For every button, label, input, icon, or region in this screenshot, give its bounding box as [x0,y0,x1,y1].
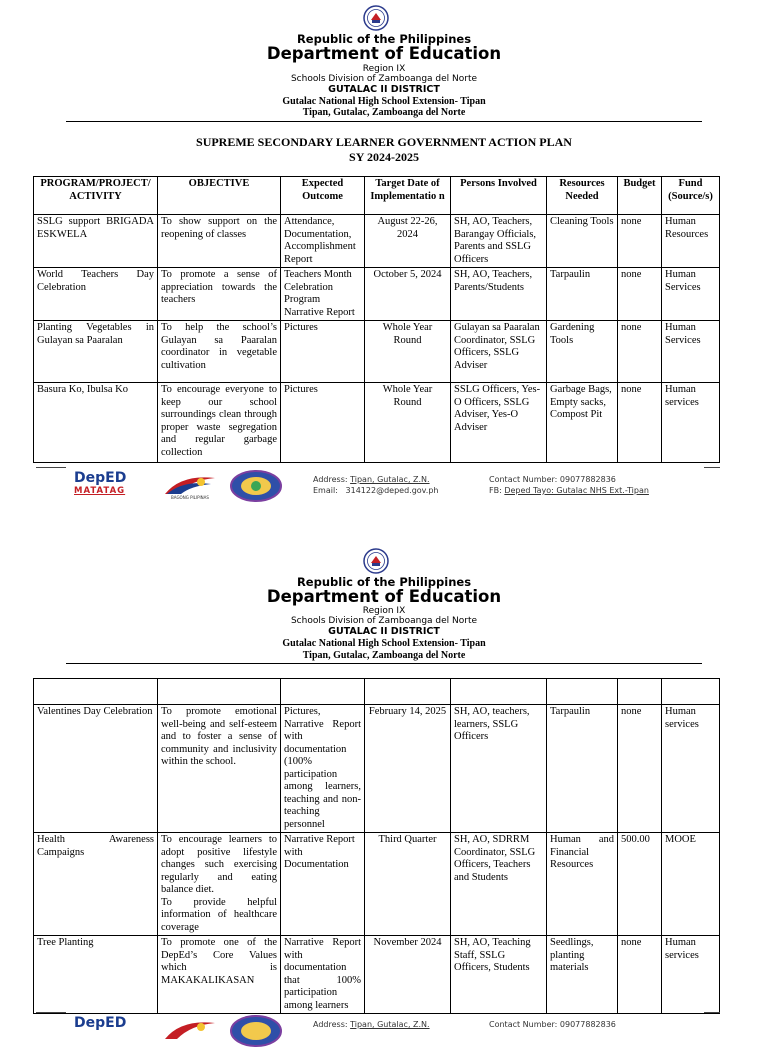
col-header-program: PROGRAM/PROJECT/ ACTIVITY [34,177,158,215]
header-district: GUTALAC II DISTRICT [328,626,440,637]
header-division: Schools Division of Zamboanga del Norte [290,74,478,84]
deped-logo-text: DepED [74,470,127,486]
deped-seal-icon [363,5,389,31]
document-page-1 [0,0,768,520]
footer-address-block [313,474,438,496]
contact-value: 09077882836 [559,475,616,484]
cell-resources: Tarpaulin [547,268,618,321]
cell-persons: SH, AO, SDRRM Coordinator, SSLG Officers, Teachers and Students [451,833,547,936]
col-header-resources: Resources Needed [547,177,618,215]
school-year: SY 2024-2025 [349,150,419,164]
cell-budget: none [618,383,662,463]
header-republic: Republic of the Philippines [296,575,472,589]
col-header-fund: Fund (Source/s) [662,177,720,215]
address-label: Address: [313,1020,348,1029]
table-row [34,833,720,936]
cell-target-date: Whole Year Round [365,321,451,383]
cell-resources: Garbage Bags, Empty sacks, Compost Pit [547,383,618,463]
cell-outcome: Teachers Month Celebration Program Narrative Report [281,268,365,321]
cell-persons: SSLG Officers, Yes-O Officers, SSLG Adviser, Yes-O Adviser [451,383,547,463]
footer-line-left [36,467,66,468]
action-plan-table-continued [33,678,720,1014]
col-header-budget: Budget [618,177,662,215]
cell-persons: SH, AO, Teaching Staff, SSLG Officers, Students [451,936,547,1014]
cell-outcome: Pictures [281,383,365,463]
cell-outcome: Attendance, Documentation, Accomplishment Report [281,215,365,268]
header-republic: Republic of the Philippines [296,32,472,46]
cell-objective: To help the school’s Gulayan sa Paaralan coordinator in vegetable cultivation [158,321,281,383]
cell-target-date: Whole Year Round [365,383,451,463]
cell-fund: Human Resources [662,215,720,268]
header-divider [66,663,702,664]
table-header-row [34,177,720,215]
cell-target-date: February 14, 2025 [365,705,451,833]
header-address: Tipan, Gutalac, Zamboanga del Norte [302,107,466,118]
cell-outcome: Pictures [281,321,365,383]
page-footer [36,464,720,508]
email-value[interactable]: 314122@deped.gov.ph [345,486,439,495]
blank-cell [547,679,618,705]
cell-fund: Human services [662,936,720,1014]
bagong-pilipinas-logo-icon [161,1017,219,1045]
cell-program: SSLG support BRIGADA ESKWELA [34,215,158,268]
deped-logo-text: DepED [74,1015,127,1031]
blank-cell [158,679,281,705]
header-region: Region IX [362,606,406,616]
col-header-outcome: Expected Outcome [281,177,365,215]
blank-cell [281,679,365,705]
cell-budget: 500.00 [618,833,662,936]
cell-target-date: August 22-26, 2024 [365,215,451,268]
page-footer [36,1009,720,1053]
cell-target-date: Third Quarter [365,833,451,936]
cell-program: Valentines Day Celebration [34,705,158,833]
cell-budget: none [618,321,662,383]
table-row [34,215,720,268]
document-page-2 [0,540,768,1031]
cell-objective: To show support on the reopening of classes [158,215,281,268]
bagong-pilipinas-logo-icon [161,472,219,500]
cell-persons: SH, AO, Teachers, Barangay Officials, Parents and SSLG Officers [451,215,547,268]
cell-outcome: Narrative Report with Documentation [281,833,365,936]
header-school: Gutalac National High School Extension- Tipan [282,96,486,107]
cell-resources: Cleaning Tools [547,215,618,268]
header-divider [66,121,702,122]
contact-value: 09077882836 [559,1020,616,1029]
cell-program: Tree Planting [34,936,158,1014]
deped-seal-icon [363,548,389,574]
footer-line-left [36,1012,66,1013]
cell-objective: To encourage everyone to keep our school surroundings clean through proper waste segregation and regular garbage collection [158,383,281,463]
deped-matatag-logo [74,1015,154,1031]
cell-resources: Seedlings, planting materials [547,936,618,1014]
school-logo-icon [229,470,283,502]
fb-value[interactable]: Deped Tayo: Gutalac NHS Ext.-Tipan [504,486,649,495]
cell-persons: SH, AO, teachers, learners, SSLG Officers [451,705,547,833]
header-department: Department of Education [266,44,502,63]
cell-target-date: October 5, 2024 [365,268,451,321]
cell-fund: Human Services [662,268,720,321]
table-blank-row [34,679,720,705]
footer-contact-block [489,1019,616,1030]
address-value: Tipan, Gutalac, Z.N. [350,475,430,484]
footer-address-block [313,1019,430,1030]
cell-outcome: Pictures, Narrative Report with documentation (100% participation among learners, teaching and non-teaching personnel [281,705,365,833]
email-label: Email: [313,486,338,495]
cell-fund: Human services [662,383,720,463]
cell-budget: none [618,705,662,833]
cell-objective: To encourage learners to adopt positive lifestyle changes such exercising regularly and eating balance diet. To provide helpful information of healthcare coverage [158,833,281,936]
header-address: Tipan, Gutalac, Zamboanga del Norte [302,650,466,661]
contact-label: Contact Number: [489,475,558,484]
header-division: Schools Division of Zamboanga del Norte [290,616,478,626]
cell-resources: Tarpaulin [547,705,618,833]
cell-budget: none [618,268,662,321]
header-region: Region IX [362,64,406,74]
cell-program: Health Awareness Campaigns [34,833,158,936]
cell-objective: To promote emotional well-being and self-esteem and to foster a sense of community and inclusivity within the school. [158,705,281,833]
header-district: GUTALAC II DISTRICT [328,84,440,95]
svg-text:BAGONG PILIPINAS: BAGONG PILIPINAS [171,495,209,500]
table-row [34,321,720,383]
table-row [34,705,720,833]
cell-resources: Gardening Tools [547,321,618,383]
cell-fund: Human Services [662,321,720,383]
school-logo-icon [229,1015,283,1047]
blank-cell [451,679,547,705]
cell-outcome: Narrative Report with documentation that 100% participation among learners [281,936,365,1014]
action-plan-table [33,176,720,463]
blank-cell [662,679,720,705]
fb-label: FB: [489,486,502,495]
cell-objective: To promote one of the DepEd’s Core Values which is MAKAKALIKASAN [158,936,281,1014]
address-label: Address: [313,475,348,484]
table-row [34,936,720,1014]
cell-budget: none [618,215,662,268]
cell-budget: none [618,936,662,1014]
document-title: SUPREME SECONDARY LEARNER GOVERNMENT ACTION PLAN [196,135,572,149]
deped-matatag-logo [74,470,154,496]
blank-cell [365,679,451,705]
footer-line-right [704,1012,720,1013]
col-header-target-date: Target Date of Implementatio n [365,177,451,215]
table-row [34,383,720,463]
cell-program: Basura Ko, Ibulsa Ko [34,383,158,463]
table-row [34,268,720,321]
cell-fund: MOOE [662,833,720,936]
cell-persons: SH, AO, Teachers, Parents/Students [451,268,547,321]
cell-program: World Teachers Day Celebration [34,268,158,321]
footer-contact-block [489,474,649,496]
contact-label: Contact Number: [489,1020,558,1029]
cell-persons: Gulayan sa Paaralan Coordinator, SSLG Officers, SSLG Adviser [451,321,547,383]
header-school: Gutalac National High School Extension- Tipan [282,638,486,649]
cell-resources: Human and Financial Resources [547,833,618,936]
footer-line-right [704,467,720,468]
cell-target-date: November 2024 [365,936,451,1014]
cell-fund: Human services [662,705,720,833]
address-value: Tipan, Gutalac, Z.N. [350,1020,430,1029]
blank-cell [34,679,158,705]
header-department: Department of Education [266,587,502,606]
blank-cell [618,679,662,705]
col-header-persons: Persons Involved [451,177,547,215]
cell-program: Planting Vegetables in Gulayan sa Paaralan [34,321,158,383]
matatag-logo-text: MATATAG [74,486,126,496]
col-header-objective: OBJECTIVE [158,177,281,215]
cell-objective: To promote a sense of appreciation towards the teachers [158,268,281,321]
